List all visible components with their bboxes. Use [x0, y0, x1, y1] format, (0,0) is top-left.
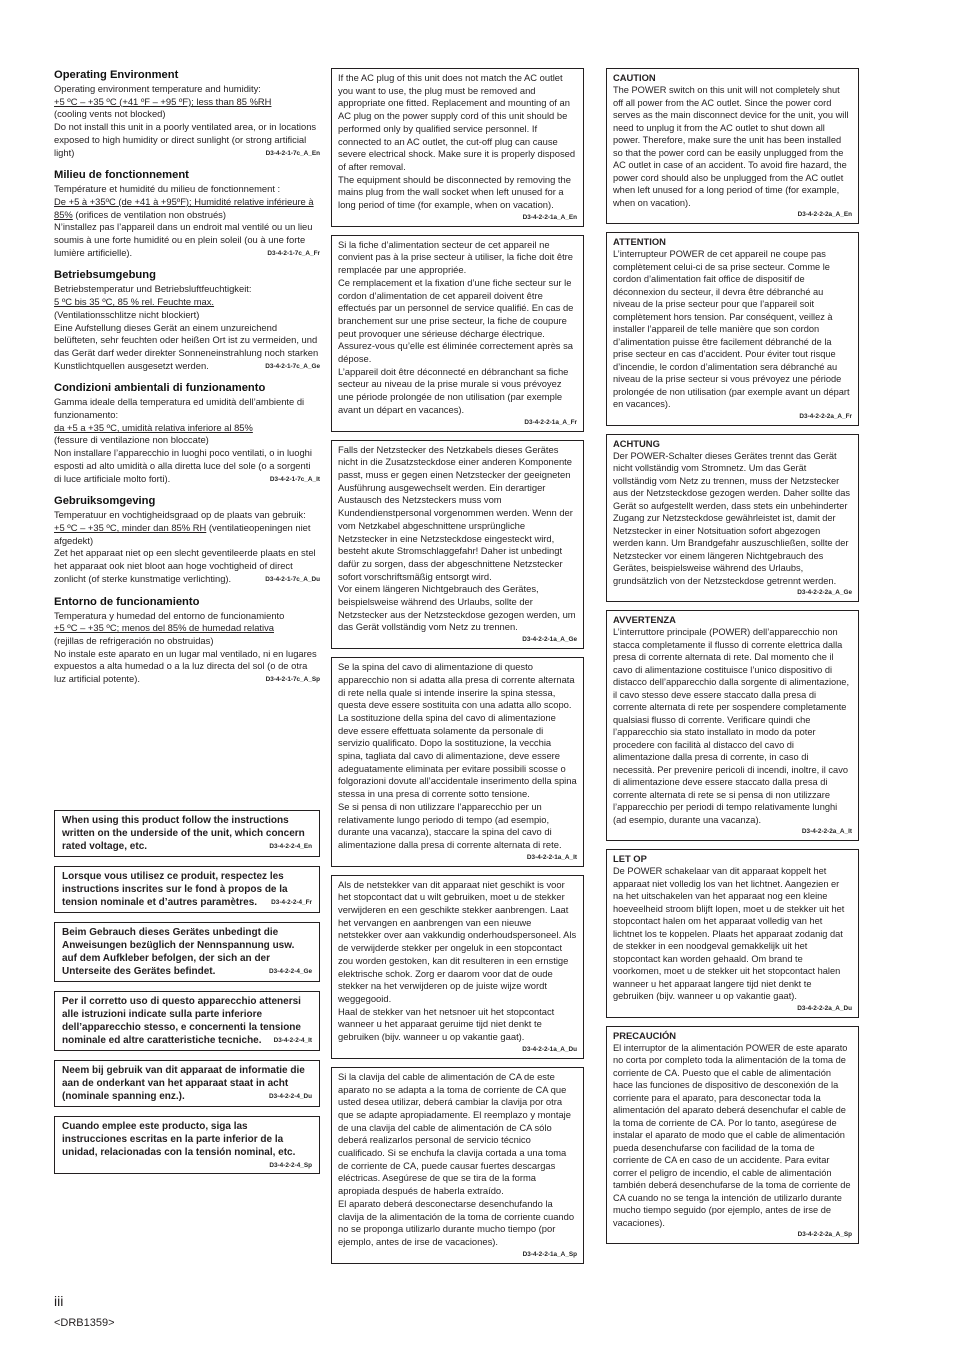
conditions-label: Betriebstemperatur und Betriebsluftfeuchtigkeit: [54, 283, 252, 295]
reference-code: D3-4-2-1-7c_A_En [265, 149, 320, 157]
conditions-range: +5 ºC – +35 ºC (+41 ºF – +95 ºF); less than 85 %RH [54, 95, 272, 107]
box-text [338, 239, 577, 417]
box-title: LET OP [613, 853, 647, 864]
caution-box [606, 1026, 859, 1245]
section-title: Condizioni ambientali di funzionamento [54, 382, 266, 395]
reference-code: D3-4-2-2-1a_A_Ge [522, 636, 577, 644]
reference-code: D3-4-2-2-4_En [269, 843, 312, 850]
box-body: Se la spina del cavo di alimentazione di questo apparecchio non si adatta alla presa di corrente alternata di rete nella quale si intende inserire la spina stessa, questa deve essere sostituita con una adatta allo scopo. La sostituzione della spina del cavo di alimentazione deve essere effettuata solamente da personale di servizio qualificato. Dopo la sostituzione, la vecchia spina, tagliata dal cavo di alimentazione, deve essere adeguatamente eliminata per evitare possibili scosse o folgorazioni dovute all’accidentale inserimento della spina stessa in una presa di corrente sotto tensione. Se si pensa di non utilizzare l’apparecchio per un relativamente lungo periodo di tempo (ad esempio, durante una vacanza), staccare la spina del cavo di alimentazione dalla presa di corrente alternata di rete. [338, 661, 577, 850]
ac-plug-box [331, 235, 584, 432]
conditions-label: Température et humidité du milieu de fonctionnement : [54, 183, 281, 195]
install-advice: (rejillas de refrigeración no obstruidas) No instale este aparato en un lugar mal ventilado, ni en lugares expuestos a alta humedad o a la luz directa del sol (o de otra luz artificial potente). [54, 634, 317, 685]
ac-plug-column [331, 68, 584, 1272]
page-number: iii [54, 1293, 64, 1309]
conditions-label: Operating environment temperature and humidity: [54, 83, 261, 94]
install-advice: Zet het apparaat niet op een slecht geventileerde plaats en stel het apparaat ook niet bloot aan hoge vochtigheid of direct zonlicht (of sterke kunstmatige verlichting). [54, 547, 316, 584]
box-title: ACHTUNG [613, 437, 660, 449]
notice-sentence: Cuando emplee este producto, siga las instrucciones escritas en la parte inferior de la unidad, relacionadas con la tensión nominal, etc. [62, 1121, 296, 1158]
reference-code: D3-4-2-2-4_Du [269, 1093, 312, 1100]
notice-box [54, 922, 320, 982]
reference-code: D3-4-2-1-7c_A_Ge [265, 362, 320, 370]
box-body: El interruptor de la alimentación POWER de este aparato no corta por completo toda la alimentación de la toma de corriente de CA. Puesto que el cable de alimentación hace las funciones de dispositivo de desconexión de la corriente para el aparato, para desconectar toda la alimentación del aparato deberá desenchufar el cable de la toma de corriente de CA. Por lo tanto, asegúrese de instalar el aparato de modo que el cable de alimentación pueda desenchufarse con facilidad de la toma de corriente de CA en caso de un accidente. Para evitar correr el peligro de incendio, el cable de alimentación también deberá desenchufarse de la toma de corriente de CA cuando no se tenga la intención de utilizarlo durante mucho tiempo seguido (por ejemplo, antes de irse de vacaciones). [613, 1042, 851, 1228]
reference-code: D3-4-2-2-1a_A_Sp [522, 1250, 577, 1258]
caution-box [606, 610, 859, 841]
box-title: CAUTION [613, 72, 656, 83]
caution-column [606, 68, 859, 1252]
section-text [54, 283, 320, 372]
box-text [338, 661, 577, 852]
reference-code: D3-4-2-2-1a_A_Fr [524, 418, 577, 426]
conditions-range: De +5 à +35ºC (de +41 à +95ºF); Humidité relative inférieure à 85% [54, 195, 314, 220]
rated-voltage-notices [54, 810, 320, 1183]
reference-code: D3-4-2-2-2a_A_Sp [797, 1231, 852, 1238]
box-title: ATTENTION [613, 236, 666, 247]
environment-section [54, 268, 320, 372]
reference-code: D3-4-2-1-7c_A_Du [265, 575, 320, 583]
section-text [54, 83, 320, 159]
conditions-range: +5 ºC – +35 ºC, minder dan 85% RH [54, 521, 207, 533]
box-text [338, 72, 577, 212]
box-body: Der POWER-Schalter dieses Gerätes trennt das Gerät nicht vollständig vom Stromnetz. Um das Gerät vollständig vom Netz zu trennen, muss der Netzstecker aus der Netzsteckdose gezogen werden. Daher sollte das Gerät so aufgestellt werden, dass stets ein unbehinderter Zugang zur Netzsteckdose gewährleistet ist, damit der Netzstecker in einer Notsituation sofort abgezogen werden kann. Um Brandgefahr auszuschließen, sollte der Netzstecker vor einem längeren Nichtgebrauch des Gerätes, beispielsweise während des Urlaubs, grundsätzlich von der Netzsteckdose getrennt werden. [613, 450, 851, 586]
conditions-note: (orifices de ventilation non obstrués) [72, 208, 226, 220]
box-text [613, 450, 852, 588]
reference-code: D3-4-2-2-2a_A_Du [797, 1004, 852, 1012]
notice-text [62, 926, 312, 978]
box-title: AVVERTENZA [613, 614, 676, 625]
caution-box [606, 849, 859, 1018]
box-title: PRECAUCIÓN [613, 1029, 677, 1041]
box-body: Si la fiche d’alimentation secteur de cet appareil ne convient pas à la prise secteur à utiliser, la fiche doit être remplacée par une appropriée. Ce remplacement et la fixation d’une fiche secteur sur le cordon d’alimentation de cet appareil doivent être effectués par un personnel de service qualifié. En cas de branchement sur une prise secteur, la fiche de coupure peut provoquer une sérieuse décharge électrique. Assurez-vous qu’elle est éliminée correctement après sa dépose. L’appareil doit être déconnecté en débranchant sa fiche secteur au niveau de la prise murale si vous prévoyez une période prolongée de non utilisation (par exemple avant un départ en vacances). [338, 238, 574, 415]
section-text [54, 610, 320, 686]
box-text [613, 626, 852, 826]
environment-column [54, 68, 320, 695]
caution-box [606, 434, 859, 603]
environment-section [54, 168, 320, 259]
reference-code: D3-4-2-2-2a_A_En [797, 211, 852, 218]
box-body: If the AC plug of this unit does not match the AC outlet you want to use, the plug must be removed and appropriate one fitted. Replacement and mounting of an AC plug on the power supply cord of this unit should be performed only by qualified service personnel. If connected to an AC outlet, the cut-off plug can cause severe electrical shock. Make sure it is properly disposed of after removal. The equipment should be disconnected by removing the mains plug from the wall socket when left unused for a long period of time (for example, when on vacation). [338, 72, 576, 211]
box-text [338, 879, 577, 1044]
ac-plug-box [331, 440, 584, 650]
conditions-range: +5 ºC – +35 ºC; menos del 85% de humedad relativa [54, 622, 275, 634]
notice-box [54, 1060, 320, 1107]
notice-box [54, 991, 320, 1051]
box-body: Falls der Netzstecker des Netzkabels dieses Gerätes nicht in die Zusatzsteckdose einer anderen Komponente passt, muss er gegen einen Netzstecker der geeigneten Ausführung ausgewechselt werden. Ein derartiger Austausch des Netzsteckers muss vom Kundendienstpersonal vorgenommen werden. Wenn der vom Netzkabel abgeschnittene ursprüngliche Netzstecker in eine Netzsteckdose eingesteckt wird, besteht akute Stromschlaggefahr! Daher ist unbedingt dafür zu sorgen, dass der abgeschnittene Netzstecker sofort vorschriftsmäßig entsorgt wird. Vor einem längeren Nichtgebrauch des Gerätes, beispielsweise während des Urlaubs, sollte der Netzstecker aus der Netzsteckdose gezogen werden, um das Gerät vollständig vom Netz zu trennen. [338, 443, 576, 633]
reference-code: D3-4-2-2-4_Fr [271, 899, 312, 906]
ac-plug-box [331, 875, 584, 1059]
reference-code: D3-4-2-1-7c_A_Sp [265, 676, 320, 684]
environment-section [54, 381, 320, 485]
reference-code: D3-4-2-2-4_Sp [269, 1162, 312, 1169]
box-body: De POWER schakelaar van dit apparaat koppelt het apparaat niet volledig los van het lichtnet. Aangezien er na het uitschakelen van het apparaat nog een kleine hoeveelheid stroom blijft lopen, moet u de stekker uit het stopcontact halen om het apparaat volledig van het lichtnet los te koppelen. Plaats het apparaat zodanig dat de stekker in een noodgeval gemakkelijk uit het stopcontact kan worden gehaald. Om brand te voorkomen, moet u de stekker uit het stopcontact halen wanneer u het apparaat langere tijd niet denkt te gebruiken (bijv. wanneer u op vakantie gaat). [613, 866, 845, 1001]
notice-text [62, 814, 312, 853]
reference-code: D3-4-2-2-1a_A_It [526, 853, 577, 861]
conditions-label: Temperatuur en vochtigheidsgraad op de plaats van gebruik: [54, 509, 306, 521]
section-text [54, 183, 320, 259]
environment-section [54, 68, 320, 159]
section-title: Operating Environment [54, 69, 179, 81]
box-text [613, 84, 852, 209]
box-body: L’interruttore principale (POWER) dell’apparecchio non stacca completamente il flusso di corrente elettrica dalla presa di corrente alternata di rete. Dal momento che il cavo di alimentazione costituisce l’unico dispositivo di distacco dell’apparecchio dalla sorgente di alimentazione, il cavo stesso deve essere staccato dalla presa di corrente alternata di rete per sospendere completamente qualsiasi flusso di corrente. Verificare quindi che l’apparecchio sia stato installato in modo da poter procedere con facilità al distacco del cavo di alimentazione dalla presa di corrente, in caso di necessità. Per prevenire pericoli di incendi, inoltre, il cavo di alimentazione deve essere staccato dalla presa di corrente alternata di rete se si pensa di non utilizzare l’apparecchio per periodi di tempo relativamente lunghi (ad esempio, durante una vacanza). [613, 627, 850, 825]
reference-code: D3-4-2-2-4_It [273, 1037, 312, 1044]
ac-plug-box [331, 68, 584, 227]
reference-code: D3-4-2-2-2a_A_Ge [797, 589, 852, 596]
document-code: <DRB1359> [54, 1317, 115, 1329]
notice-sentence: Lorsque vous utilisez ce produit, respectez les instructions inscrites sur le fond à propos de la tension nominale et d’autres paramètres. [62, 871, 288, 908]
notice-box [54, 810, 320, 857]
install-advice: (Ventilationsschlitze nicht blockiert) Eine Aufstellung dieses Gerät an einem unzureichend belüfteten, sehr feuchten oder heißen Ort ist zu vermeiden, und das Gerät darf weder direkter Sonneneinstrahlung noch starken Kunstlichtquellen ausgesetzt werden. [54, 308, 319, 371]
reference-code: D3-4-2-2-2a_A_Fr [799, 412, 852, 420]
conditions-label: Gamma ideale della temperatura ed umidità dell’ambiente di funzionamento: [54, 396, 305, 421]
caution-box [606, 232, 859, 426]
notice-text [62, 870, 312, 909]
section-title: Entorno de funcionamiento [54, 595, 200, 608]
notice-text [62, 995, 312, 1047]
notice-box [54, 1116, 320, 1174]
box-body: Si la clavija del cable de alimentación de CA de este aparato no se adapta a la toma de corriente de CA que usted desea utilizar, deberá cambiar la clavija por otra que se adapte apropiadamente. El reemplazo y montaje de una clavija del cable de alimentación de CA sólo deberá realizarlos personal de servicio técnico cualificado. Si se enchufa la clavija cortada a una toma de corriente de CA, puede causar fuertes descargas eléctricas. Asegúrese de que se tira de la forma apropiada después de haberla extraído. El aparato deberá desconectarse desenchufando la clavija de la alimentación de la toma de corriente cuando no se proponga utilizarlo durante mucho tiempo (por ejemplo, antes de irse de vacaciones). [338, 1070, 575, 1247]
box-text [338, 444, 577, 635]
environment-section [54, 595, 320, 686]
section-text [54, 509, 320, 585]
section-title: Gebruiksomgeving [54, 495, 156, 508]
reference-code: D3-4-2-2-1a_A_Du [522, 1045, 577, 1053]
caution-box [606, 68, 859, 224]
reference-code: D3-4-2-2-2a_A_It [801, 828, 852, 835]
box-text [613, 248, 852, 411]
install-advice: (cooling vents not blocked) Do not install this unit in a poorly ventilated area, or in locations exposed to high humidity or direct sunlight (or strong artificial light) [54, 108, 317, 158]
section-text [54, 396, 320, 485]
conditions-label: Temperatura y humedad del entorno de funcionamiento [54, 609, 285, 621]
reference-code: D3-4-2-1-7c_A_It [269, 475, 320, 483]
ac-plug-box [331, 657, 584, 867]
box-body: Als de netstekker van dit apparaat niet geschikt is voor het stopcontact dat u wilt gebruiken, moet u de stekker verwijderen en een geschikte stekker aanbrengen. Laat het vervangen en aanbrengen van een nieuwe netstekker over aan vakkundig onderhoudspersoneel. Als de verwijderde stekker per ongeluk in een stopcontact zou worden gestoken, kan dit resulteren in een ernstige elektrische schok. Zorg er daarom voor dat de oude stekker na het verwijderen op de juiste wijze wordt weggegooid. Haal de stekker van het netsnoer uit het stopcontact wanneer u het apparaat geruime tijd niet denkt te gebruiken (bijv. wanneer u op vakantie gaat). [338, 878, 577, 1043]
reference-code: D3-4-2-1-7c_A_Fr [267, 249, 320, 257]
reference-code: D3-4-2-2-1a_A_En [522, 213, 577, 221]
box-body: L’interrupteur POWER de cet appareil ne coupe pas complètement celui-ci de sa prise secteur. Comme le cordon d’alimentation fait office de dispositif de déconnexion du secteur, il devra être débranché au niveau de la prise secteur pour que l’appareil soit complètement hors tension. Par conséquent, veillez à installer l’appareil de telle manière que son cordon d’alimentation puisse être facilement débranché de la prise secteur en cas d’accident. Pour éviter tout risque d’incendie, le cordon d’alimentation sera débranché au niveau de la prise secteur si vous prévoyez une période prolongée de non utilisation (par exemple avant un départ en vacances). [613, 249, 850, 409]
notice-sentence: Beim Gebrauch dieses Gerätes unbedingt die Anweisungen bezüglich der Nennspannung usw. auf dem Aufkleber befolgen, der sich an der Unterseite des Gerätes befindet. [62, 927, 295, 977]
notice-text [62, 1120, 312, 1169]
conditions-note: (ventilatieopeningen niet afgedekt) [54, 521, 311, 546]
notice-sentence: Neem bij gebruik van dit apparaat de informatie die aan de onderkant van het apparaat staat in acht (nominale spanning enz.). [62, 1065, 305, 1102]
conditions-range: 5 ºC bis 35 ºC, 85 % rel. Feuchte max. [54, 296, 215, 308]
environment-section [54, 494, 320, 585]
box-text [613, 865, 852, 1003]
box-text [613, 1042, 852, 1230]
section-title: Betriebsumgebung [54, 269, 156, 282]
notice-sentence: When using this product follow the instructions written on the underside of the unit, which concern rated voltage, etc. [62, 815, 305, 852]
section-title: Milieu de fonctionnement [54, 169, 189, 182]
install-advice: N’installez pas l’appareil dans un endroit mal ventilé ou un lieu soumis à une forte humidité ou en plein soleil (ou à une forte lumière artificielle). [54, 221, 313, 258]
notice-text [62, 1064, 312, 1103]
box-text [338, 1071, 577, 1249]
notice-sentence: Per il corretto uso di questo apparecchio attenersi alle istruzioni indicate sulla parte inferiore dell’apparecchio stesso, e concernenti la tensione nominale ed altre caratteristiche tecniche. [62, 996, 301, 1046]
install-advice: (fessure di ventilazione non bloccate) Non installare l’apparecchio in luoghi poco ventilati, o in luoghi esposti ad alto umidità o alla diretta luce del sole (o a sorgenti di luce artificiale molto forti). [54, 434, 312, 484]
notice-box [54, 866, 320, 913]
reference-code: D3-4-2-2-4_Ge [269, 968, 312, 975]
conditions-range: da +5 a +35 ºC, umidità relativa inferiore al 85% [54, 421, 253, 433]
ac-plug-box [331, 1067, 584, 1264]
box-body: The POWER switch on this unit will not completely shut off all power from the AC outlet. Since the power cord serves as the main disconnect device for the unit, you will need to unplug it from the AC outlet to shut down all power. Therefore, make sure the unit has been installed so that the power cord can be easily unplugged from the AC outlet in case of an accident. To avoid fire hazard, the power cord should also be unplugged from the AC outlet when left unused for a long period of time (for example, when on vacation). [613, 85, 849, 208]
